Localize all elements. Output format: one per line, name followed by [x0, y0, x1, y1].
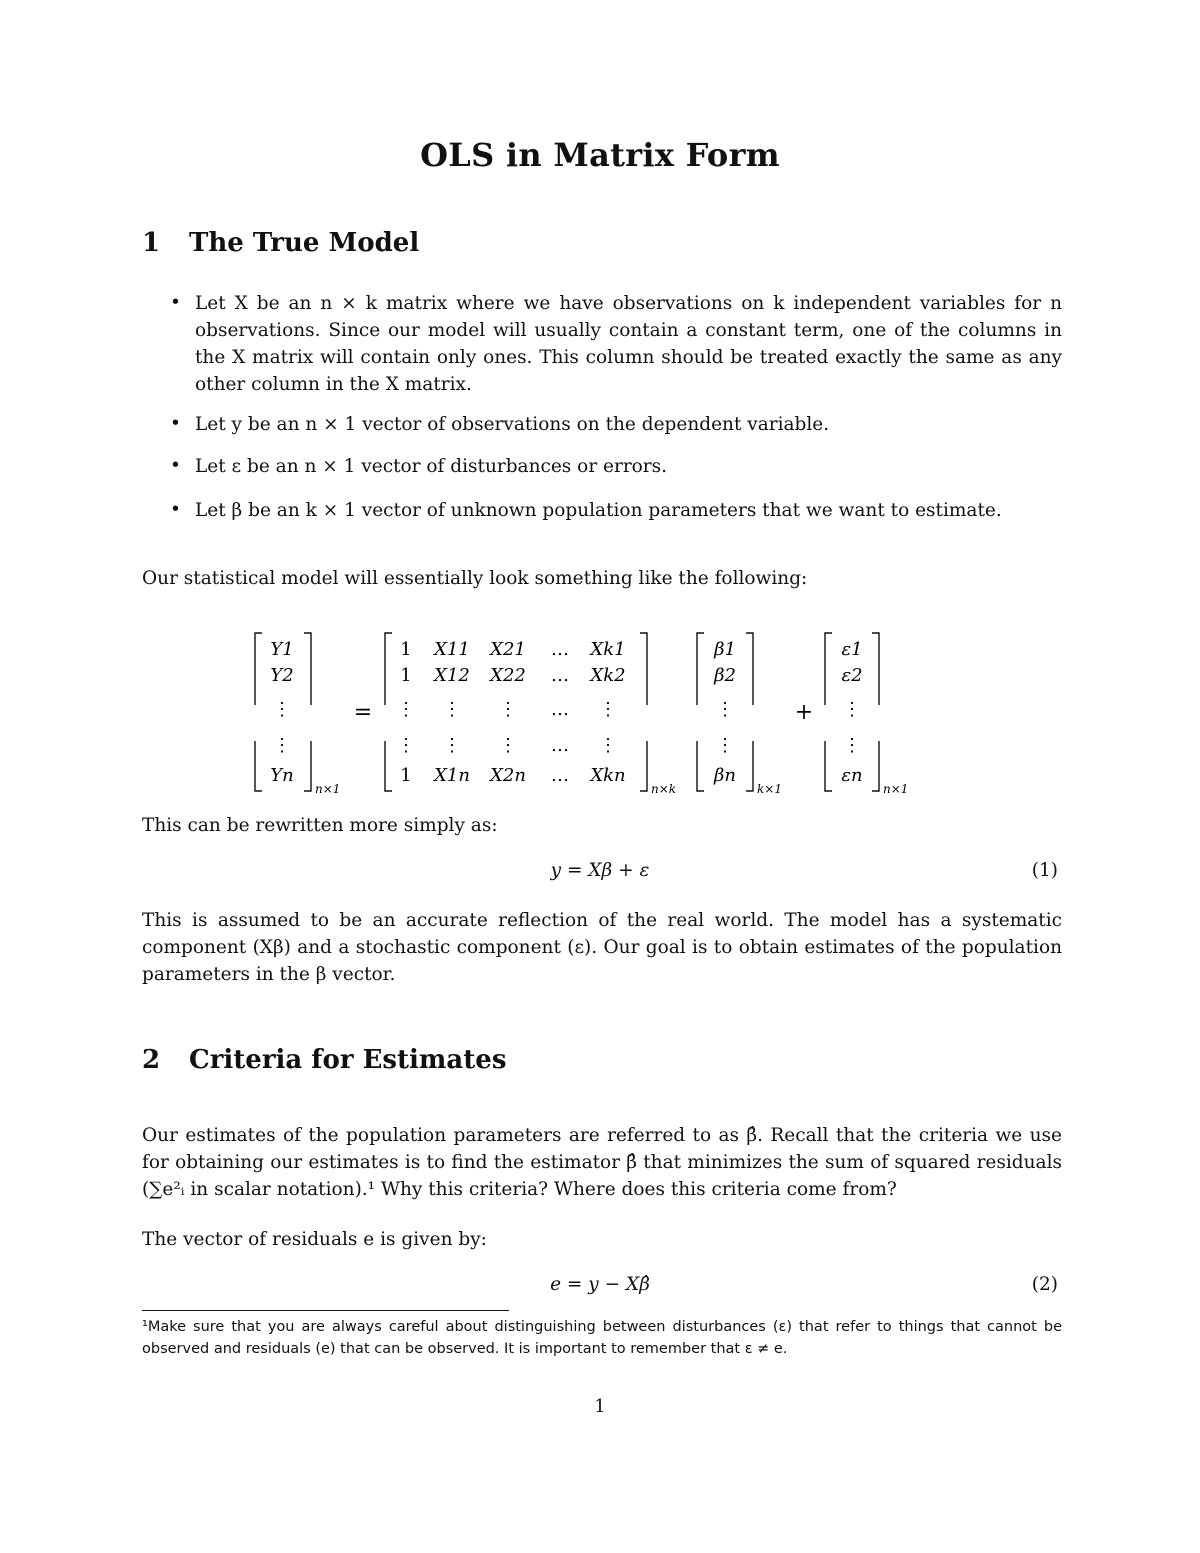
matrix-x-entry: 1 [400, 639, 412, 660]
section-2-title: Criteria for Estimates [189, 1045, 507, 1075]
section-1-title: The True Model [189, 228, 420, 258]
rewrite-text: This can be rewritten more simply as: [142, 815, 498, 836]
matrix-x-entry: Xk1 [590, 639, 626, 660]
matrix-eps-dim: n×1 [883, 782, 909, 796]
matrix-x-entry: … [551, 735, 569, 756]
matrix-x-entry: ⋮ [397, 699, 415, 720]
matrix-eps-entry: ε1 [841, 639, 863, 660]
matrix-y-entry: ⋮ [273, 699, 291, 720]
bullet-item: Let y be an n × 1 vector of observations on the dependent variable. [195, 414, 830, 435]
equation-1-number: (1) [1031, 860, 1058, 881]
estimates-paragraph: Our estimates of the population parameters are referred to as β̂. Recall that the criteria we use for obtaining our estimates is to find the estimator β̂ that minimizes the sum of squared residuals (∑e²ᵢ in scalar notation).¹ Why this criteria? Where does this criteria come from? [142, 1125, 1062, 1200]
matrix-x-entry: Xkn [590, 765, 626, 786]
footnote-text: ¹Make sure that you are always careful about distinguishing between disturbances (ε) that refer to things that cannot be observed and residuals (e) that can be observed. It is important to remember that ε ≠ e. [142, 1319, 1062, 1357]
matrix-x-entry: ⋮ [599, 735, 617, 756]
bullet-item: Let X be an n × k matrix where we have observations on k independent variables for n observations. Since our model will usually contain a constant term, one of the columns in the X matrix will contain only ones. This column should be treated exactly the same as any other column in the X matrix. [195, 293, 1062, 395]
matrix-beta-entry: ⋮ [716, 699, 734, 720]
model-intro-text: Our statistical model will essentially look something like the following: [142, 568, 808, 589]
bullet-dot-icon: • [170, 499, 181, 520]
matrix-equation [0, 625, 1200, 805]
bullet-item: Let β be an k × 1 vector of unknown population parameters that we want to estimate. [195, 500, 1002, 521]
matrix-beta-entry: β2 [714, 665, 736, 686]
matrix-eps-entry: ⋮ [843, 735, 861, 756]
matrix-beta-entry: ⋮ [716, 735, 734, 756]
matrix-x-entry: ⋮ [397, 735, 415, 756]
matrix-x-entry: 1 [400, 765, 412, 786]
section-2-heading [142, 1045, 506, 1075]
matrix-x-entry: ⋮ [499, 735, 517, 756]
page-number: 1 [594, 1396, 606, 1417]
footnote-rule [142, 1310, 509, 1311]
matrix-x-entry: X21 [490, 639, 526, 660]
equation-1: y = Xβ + ε [550, 860, 650, 881]
matrix-y-entry: Y2 [270, 665, 294, 686]
section-2-number: 2 [142, 1045, 161, 1075]
matrix-beta-entry: βn [714, 765, 736, 786]
equation-2-number: (2) [1031, 1274, 1058, 1295]
matrix-x-dim: n×k [651, 782, 677, 796]
model-description-paragraph: This is assumed to be an accurate reflection of the real world. The model has a systematic component (Xβ) and a stochastic component (ε). Our goal is to obtain estimates of the population parameters in the β vector. [142, 910, 1062, 985]
matrix-x-entry: ⋮ [499, 699, 517, 720]
matrix-x-entry: … [551, 639, 569, 660]
section-1-heading [142, 228, 419, 258]
matrix-x [397, 639, 626, 786]
matrix-x-entry: ⋮ [443, 735, 461, 756]
bullet-dot-icon: • [170, 292, 181, 313]
plus-sign: + [794, 700, 814, 725]
matrix-beta-dim: k×1 [757, 782, 782, 796]
matrix-eps-entry: ⋮ [843, 699, 861, 720]
matrix-x-entry: X1n [434, 765, 470, 786]
matrix-x-entry: … [551, 665, 569, 686]
bullet-item: Let ε be an n × 1 vector of disturbances or errors. [195, 456, 668, 477]
equation-2: e = y − Xβ̂ [550, 1274, 650, 1295]
matrix-y-dim: n×1 [315, 782, 341, 796]
matrix-x-entry: … [551, 699, 569, 720]
residuals-intro-text: The vector of residuals e is given by: [142, 1229, 487, 1250]
section-1-number: 1 [142, 228, 161, 258]
matrix-eps-entry: εn [841, 765, 863, 786]
matrix-y-entry: Y1 [270, 639, 294, 660]
matrix-x-entry: … [551, 765, 569, 786]
equals-sign: = [353, 700, 373, 725]
matrix-x-entry: X11 [434, 639, 470, 660]
matrix-x-entry: ⋮ [443, 699, 461, 720]
matrix-x-entry: X22 [490, 665, 526, 686]
matrix-x-entry: X12 [434, 665, 470, 686]
matrix-eps-entry: ε2 [841, 665, 863, 686]
matrix-x-entry: Xk2 [590, 665, 626, 686]
matrix-x-entry: 1 [400, 665, 412, 686]
matrix-y-entry: ⋮ [273, 735, 291, 756]
paper-title: OLS in Matrix Form [420, 136, 780, 174]
matrix-y-entry: Yn [270, 765, 294, 786]
bullet-dot-icon: • [170, 455, 181, 476]
matrix-x-entry: ⋮ [599, 699, 617, 720]
bullet-dot-icon: • [170, 413, 181, 434]
matrix-x-entry: X2n [490, 765, 526, 786]
matrix-beta-entry: β1 [714, 639, 736, 660]
